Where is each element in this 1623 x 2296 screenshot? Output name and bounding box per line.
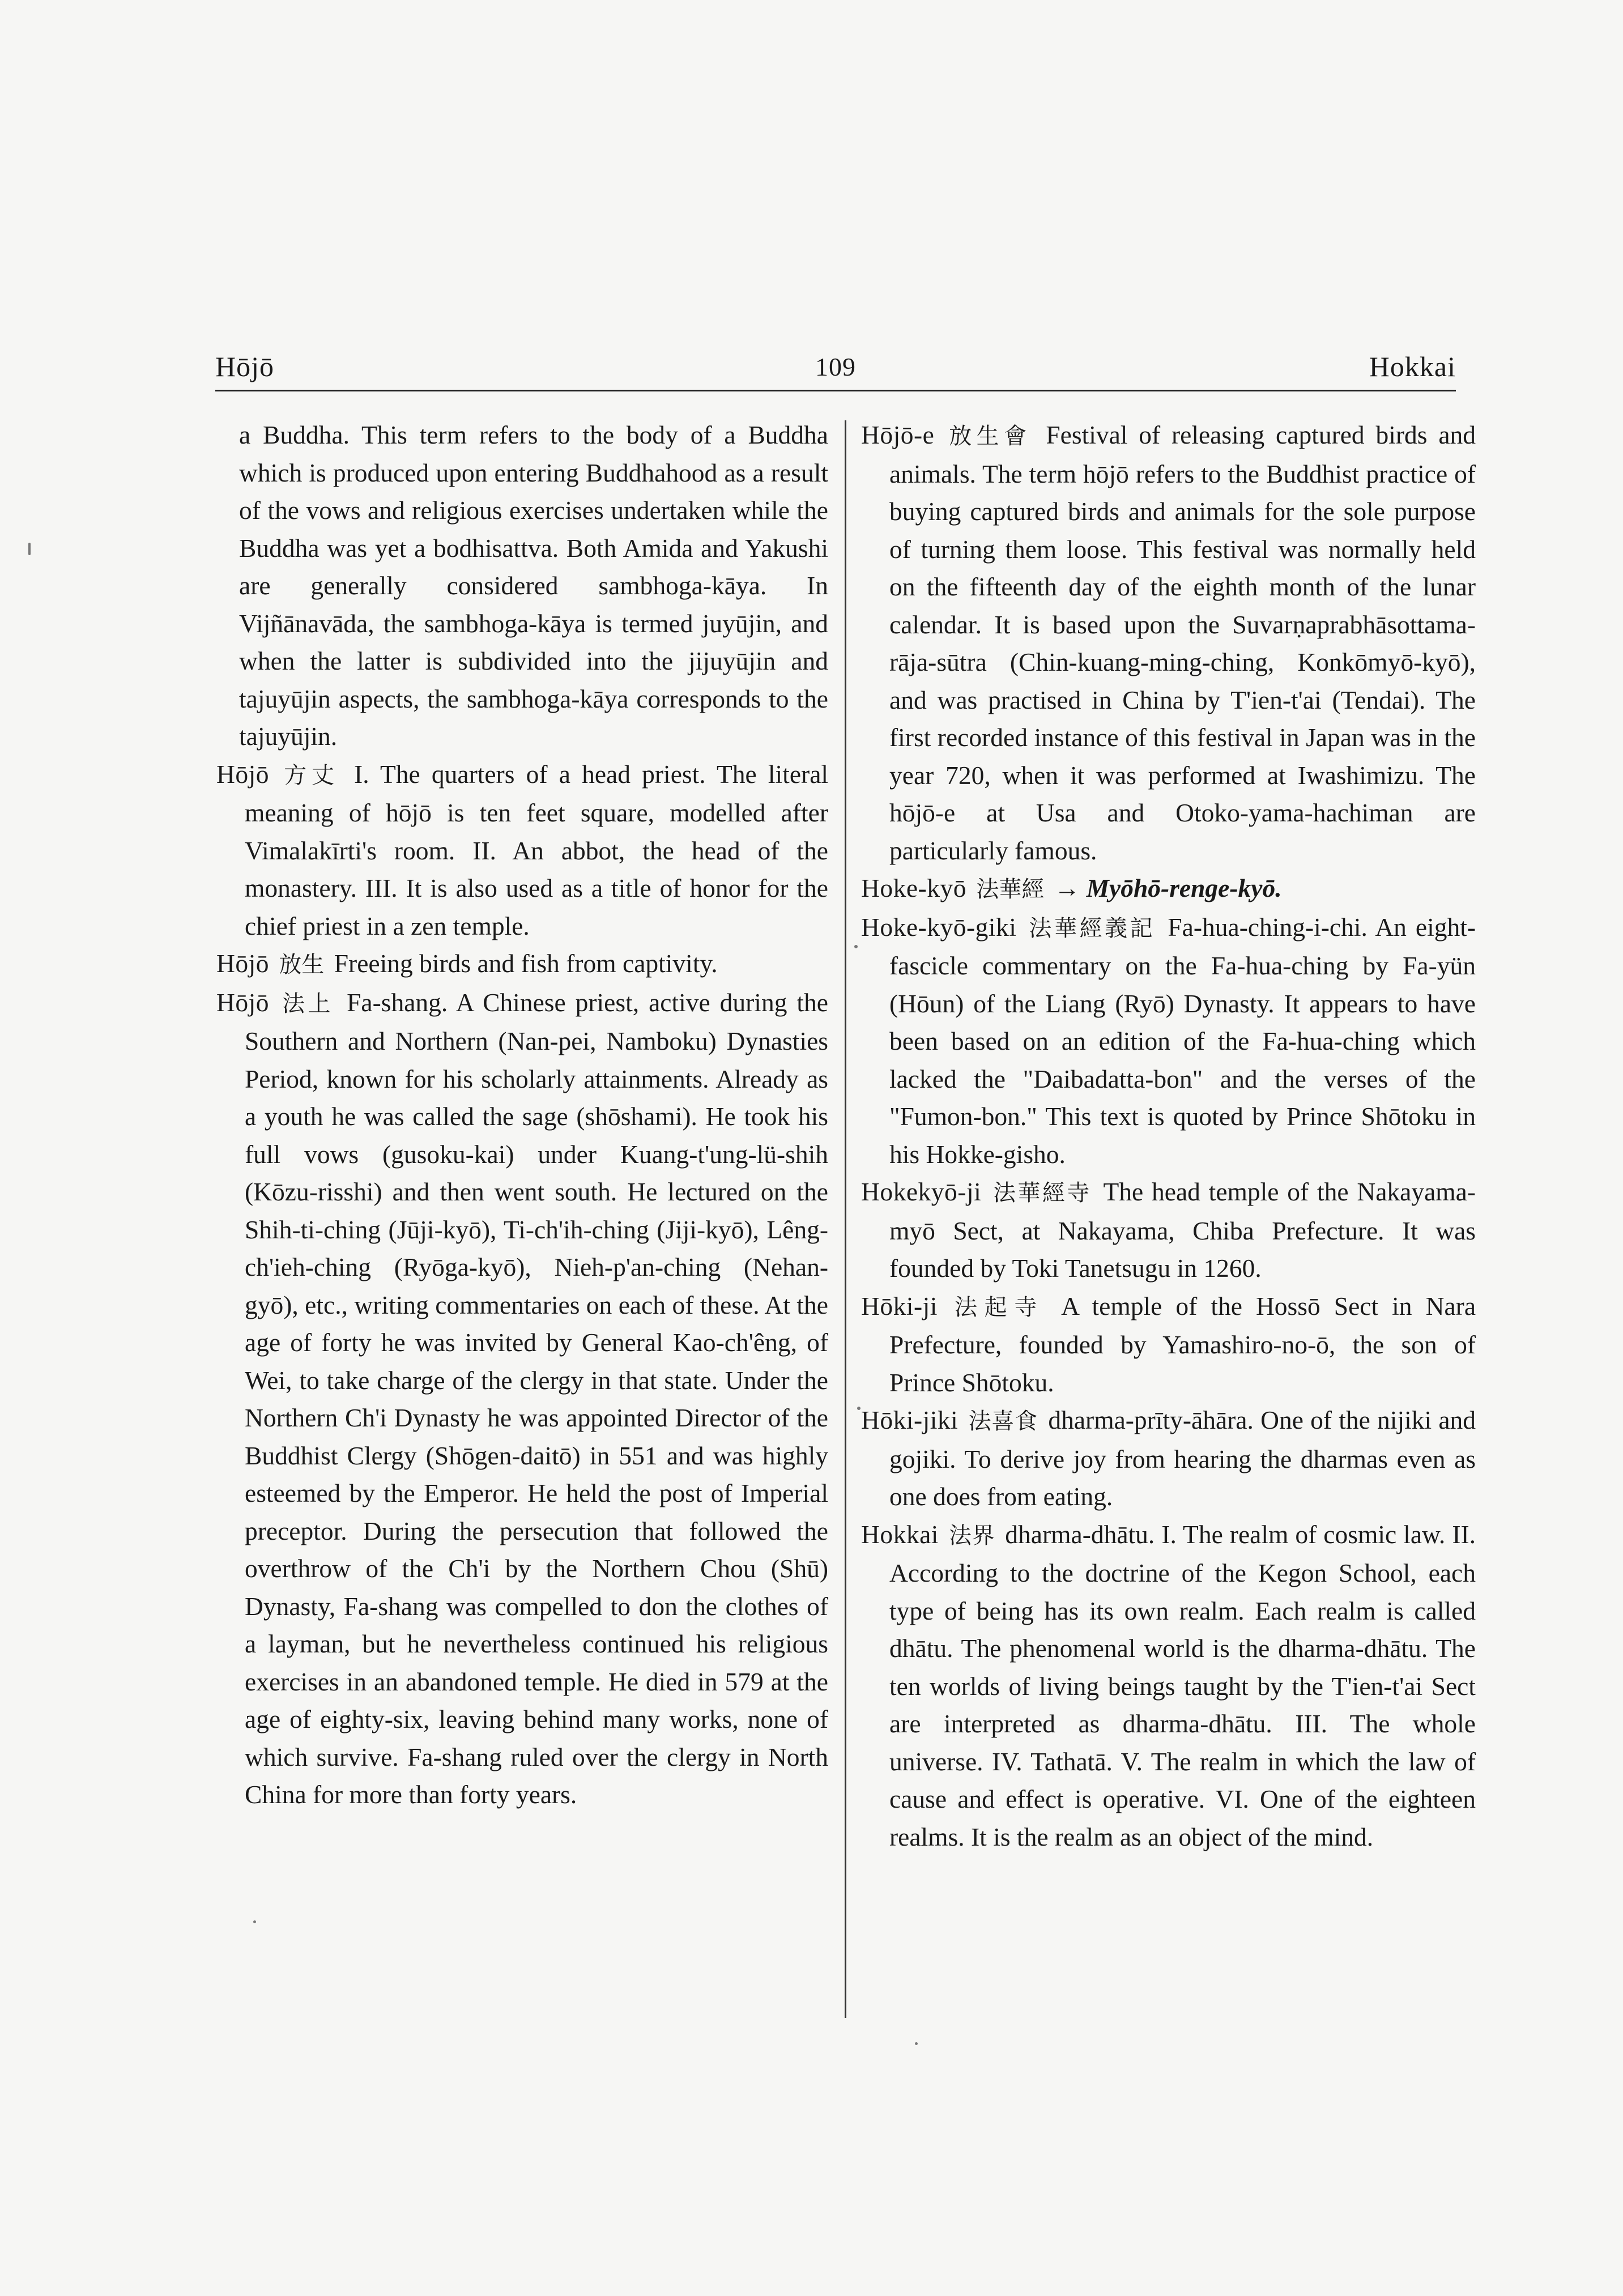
- dictionary-entry: [861, 1288, 1476, 1402]
- dictionary-entry: [216, 984, 828, 1814]
- dictionary-entry: [861, 416, 1476, 870]
- entry-definition: dharma-prīty-āhāra. One of the nijiki and gojiki. To derive joy from hearing the dharmas even as one does from eating.: [889, 1405, 1476, 1511]
- dictionary-entry: [861, 1402, 1476, 1516]
- entry-definition: Freeing birds and fish from captivity.: [334, 949, 718, 978]
- entry-definition: I. The quarters of a head priest. The literal meaning of hōjō is ten feet square, modelled after Vimalakīrti's room. II. An abbot, the head of the monastery. III. It is also used as a title of honor for the chief priest in a zen temple.: [245, 759, 829, 940]
- entry-definition: The head temple of the Nakayama-myō Sect, at Nakayama, Chiba Prefecture. It was founded by Toki Tanetsugu in 1260.: [889, 1177, 1476, 1283]
- entry-headword: Hoke-kyō-giki: [861, 912, 1017, 942]
- entry-kanji: 法起寺: [955, 1294, 1045, 1320]
- entry-definition: Fa-hua-ching-i-chi. An eight-fascicle commentary on the Fa-hua-ching by Fa-yün (Hōun) of the Liang (Ryō) Dynasty. It appears to have been based on an edition of the Fa-hua-ching which lacked the "Daibadatta-bon" and the verses of the "Fumon-bon." This text is quoted by Prince Shōtoku in his Hokke-gisho.: [889, 912, 1476, 1169]
- dictionary-entry: [216, 945, 828, 984]
- entry-headword: Hokkai: [861, 1519, 939, 1549]
- cross-reference: → Myōhō-renge-kyō.: [1054, 874, 1282, 902]
- entry-definition: Fa-shang. A Chinese priest, active during the Southern and Northern (Nan-pei, Namboku) Dynasties Period, known for his scholarly attainments. Already as a youth he was called the sage (shōshami). He took his full vows (gusoku-kai) under Kuang-t'ung-lü-shih (Kōzu-risshi) and then went south. He lectured on the Shih-ti-ching (Jūji-kyō), Ti-ch'ih-ching (Jiji-kyō), Lêng-ch'ieh-ching (Ryōga-kyō), Nieh-p'an-ching (Nehan-gyō), etc., writing commentaries on each of these. At the age of forty he was invited by General Kao-ch'êng, of Wei, to take charge of the clergy in that state. Under the Northern Ch'i Dynasty he was appointed Director of the Buddhist Clergy (Shōgen-daitō) in 551 and was highly esteemed by the Emperor. He held the post of Imperial preceptor. During the persecution that followed the overthrow of the Ch'i by the Northern Chou (Shū) Dynasty, Fa-shang was compelled to don the clothes of a layman, but he nevertheless continued his religious exercises in an abandoned temple. He died in 579 at the age of eighty-six, leaving behind many works, none of which survive. Fa-shang ruled over the clergy in North China for more than forty years.: [245, 987, 828, 1809]
- entry-definition: Festival of releasing captured birds and animals. The term hōjō refers to the Buddhist practice of buying captured birds and animals for the sole purpose of turning them loose. This festival was normally held on the fifteenth day of the eighth month of the lunar calendar. It is based upon the Suvarṇaprabhāsottama-rāja-sūtra (Chin-kuang-ming-ching, Konkōmyō-kyō), and was practised in China by T'ien-t'ai (Tendai). The first recorded instance of this festival in Japan was in the year 720, when it was performed at Iwashimizu. The hōjō-e at Usa and Otoko-yama-hachiman are particularly famous.: [889, 420, 1476, 865]
- dictionary-entry: [861, 909, 1476, 1174]
- scan-speck: [854, 945, 858, 948]
- entry-kanji: 法界: [948, 1522, 995, 1549]
- entry-kanji: 方丈: [284, 762, 339, 789]
- entry-headword: Hōjō-e: [861, 420, 935, 449]
- dictionary-entry: [861, 1173, 1476, 1288]
- dictionary-entry: [861, 870, 1476, 909]
- page-number: 109: [815, 352, 856, 381]
- entry-kanji: 法華經: [976, 876, 1045, 902]
- scan-speck: [915, 2042, 918, 2045]
- entry-headword: Hōki-jiki: [861, 1405, 959, 1434]
- entry-headword: Hōjō: [216, 987, 269, 1017]
- entry-kanji: 法上: [282, 990, 334, 1017]
- dictionary-entry: [861, 1516, 1476, 1856]
- entry-kanji: 放生會: [949, 423, 1032, 449]
- header-right-guideword: Hokkai: [1369, 351, 1456, 382]
- entry-kanji: 法喜食: [968, 1408, 1038, 1434]
- entry-definition: A temple of the Hossō Sect in Nara Prefecture, founded by Yamashiro-no-ō, the son of Prince Shōtoku.: [889, 1291, 1476, 1397]
- right-column: [861, 416, 1476, 1856]
- header-left-guideword: Hōjō: [215, 351, 274, 382]
- entry-headword: Hōjō: [216, 759, 269, 789]
- scan-speck: [857, 1407, 861, 1410]
- entry-kanji: 法華經義記: [1029, 915, 1156, 942]
- entry-kanji: 法華經寺: [993, 1180, 1092, 1206]
- column-divider: [845, 420, 846, 2018]
- dictionary-entry: [216, 756, 828, 945]
- running-header: [215, 344, 1456, 391]
- entry-definition: dharma-dhātu. I. The realm of cosmic law. II. According to the doctrine of the Kegon School, each type of being has its own realm. Each realm is called dhātu. The phenomenal world is the dharma-dhātu. The ten worlds of living beings taught by the T'ien-t'ai Sect are interpreted as dharma-dhātu. III. The whole universe. IV. Tathatā. V. The realm in which the law of cause and effect is operative. VI. One of the eighteen realms. It is the realm as an object of the mind.: [889, 1519, 1476, 1851]
- entry-kanji: 放生: [279, 952, 325, 978]
- scan-speck: [28, 543, 31, 555]
- entry-headword: Hoke-kyō: [861, 874, 966, 902]
- scan-speck: [253, 1920, 256, 1923]
- entry-headword: Hōjō: [216, 949, 269, 978]
- left-column: [216, 416, 828, 1814]
- continued-entry-text: a Buddha. This term refers to the body of a Buddha which is produced upon entering Buddhahood as a result of the vows and religious exercises undertaken while the Buddha was yet a bodhisattva. Both Amida and Yakushi are generally considered sambhoga-kāya. In Vijñānavāda, the sambhoga-kāya is termed juyūjin, and when the latter is subdivided into the jijuyūjin and tajuyūjin aspects, the sambhoga-kāya corresponds to the tajuyūjin.: [239, 420, 828, 751]
- entry-headword: Hōki-ji: [861, 1291, 938, 1320]
- entry-headword: Hokekyō-ji: [861, 1177, 982, 1206]
